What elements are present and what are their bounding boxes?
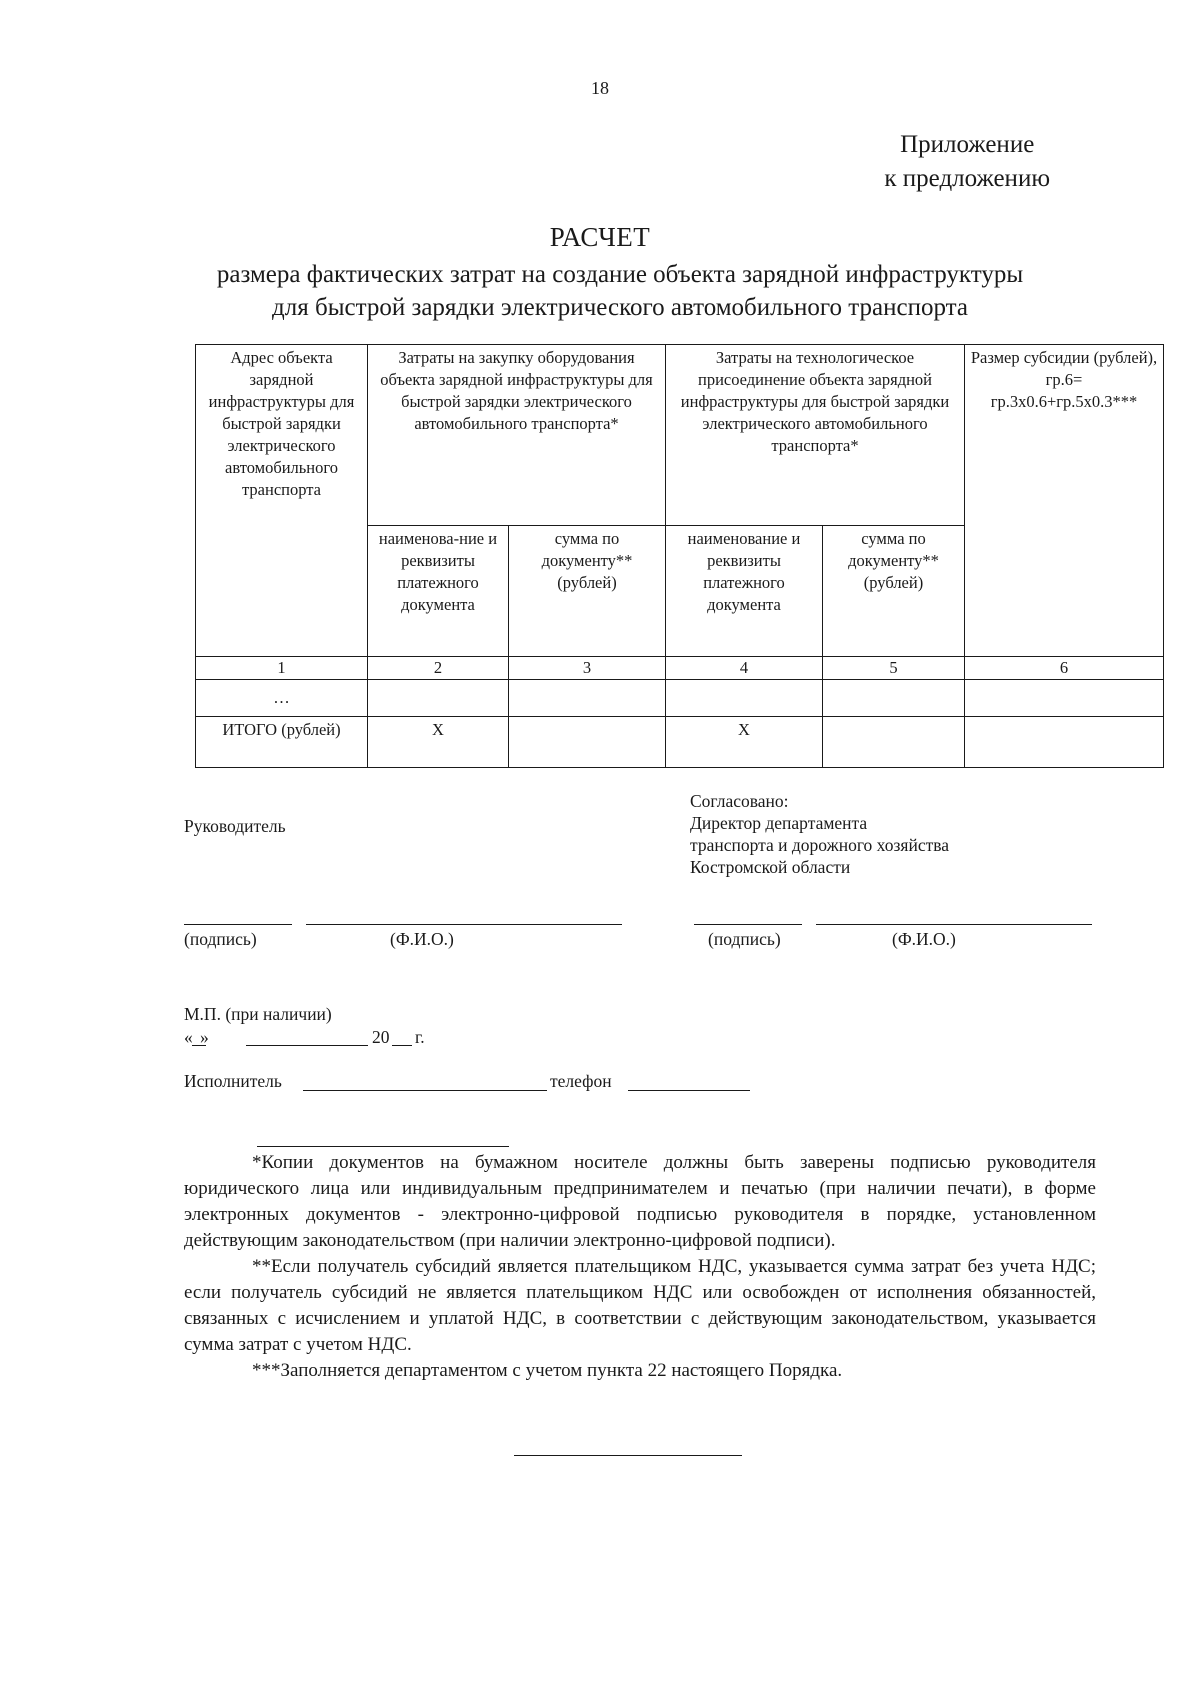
- date-day-line: [192, 1045, 206, 1046]
- table-row: [196, 680, 1164, 717]
- page-number: 18: [591, 78, 609, 98]
- total-cell: Х: [368, 717, 509, 768]
- executor-label: Исполнитель: [184, 1071, 282, 1091]
- total-cell: [965, 717, 1164, 768]
- agreed-label: Согласовано:: [690, 791, 789, 811]
- footnote-2: **Если получатель субсидий является плательщиком НДС, указывается сумма затрат без учета НДС; если получатель субсидий не является плательщиком НДС или освобожден от исполнения обязанностей, связанных с исчислением и уплатой НДС, в соответствии с действующим законодательством, указывается сумма затрат с учетом НДС.: [184, 1256, 1096, 1355]
- date-quote-close: »: [200, 1027, 209, 1047]
- header-equipment-costs: Затраты на закупку оборудования объекта зарядной инфраструктуры для быстрой зарядки электрического автомобильного транспорта*: [368, 345, 666, 526]
- table-total-row: [196, 717, 1164, 768]
- document-subtitle: [150, 258, 1090, 324]
- footnote-3: ***Заполняется департаментом с учетом пункта 22 настоящего Порядка.: [252, 1360, 843, 1381]
- phone-line: [628, 1090, 750, 1091]
- table-cell: [368, 680, 509, 717]
- total-cell: [823, 717, 965, 768]
- column-number: 5: [823, 657, 965, 680]
- date-quote-open: «: [184, 1027, 193, 1047]
- subheader-connection-sum: сумма по документу** (рублей): [823, 526, 965, 657]
- executor-line: [303, 1090, 547, 1091]
- column-number: 2: [368, 657, 509, 680]
- subheader-equipment-sum: сумма по документу** (рублей): [509, 526, 666, 657]
- director-title-line-2: транспорта и дорожного хозяйства: [690, 835, 950, 855]
- subtitle-line-2: для быстрой зарядки электрического автомобильного транспорта: [272, 294, 968, 321]
- table-header-row: [196, 345, 1164, 526]
- signature-line: [184, 924, 292, 925]
- footnote-separator: [257, 1146, 509, 1147]
- fio-line: [306, 924, 622, 925]
- appendix-note: [884, 128, 1050, 196]
- right-signature-label: (подпись): [708, 929, 781, 949]
- column-number: 3: [509, 657, 666, 680]
- subtitle-line-1: размера фактических затрат на создание объекта зарядной инфраструктуры: [216, 261, 1024, 288]
- table-cell: [666, 680, 823, 717]
- table-cell: [965, 680, 1164, 717]
- table-column-numbers-row: [196, 657, 1164, 680]
- date-year-line: [392, 1045, 412, 1046]
- total-label: ИТОГО (рублей): [196, 717, 368, 768]
- total-cell: [509, 717, 666, 768]
- date-month-line: [246, 1045, 368, 1046]
- right-fio-label: (Ф.И.О.): [892, 929, 956, 949]
- footnotes: [184, 1150, 1096, 1384]
- subheader-connection-document: наименование и реквизиты платежного документа: [666, 526, 823, 657]
- table-cell: …: [196, 680, 368, 717]
- column-number: 4: [666, 657, 823, 680]
- table-cell: [509, 680, 666, 717]
- head-title: Руководитель: [184, 816, 286, 836]
- date-suffix: г.: [415, 1027, 425, 1047]
- footnote-1: *Копии документов на бумажном носителе должны быть заверены подписью руководителя юридического лица или индивидуальным предпринимателем и печатью (при наличии печати), в форме электронных документов - электронно-цифровой подписью руководителя в порядке, установленном действующим законодательством (при наличии электронно-цифровой подписи).: [184, 1152, 1096, 1251]
- document-title: РАСЧЕТ: [549, 222, 651, 252]
- date-year: 20: [372, 1027, 390, 1047]
- fio-line: [816, 924, 1092, 925]
- end-separator: [514, 1455, 742, 1456]
- table-cell: [823, 680, 965, 717]
- subheader-equipment-document: наименова-ние и реквизиты платежного документа: [368, 526, 509, 657]
- signature-line: [694, 924, 802, 925]
- total-cell: Х: [666, 717, 823, 768]
- calculation-table: [195, 344, 1164, 768]
- director-title-line-3: Костромской области: [690, 857, 851, 877]
- left-signature-label: (подпись): [184, 929, 257, 949]
- left-fio-label: (Ф.И.О.): [390, 929, 454, 949]
- header-subsidy: Размер субсидии (рублей), гр.6= гр.3х0.6+гр.5х0.3***: [965, 345, 1164, 657]
- stamp-label: М.П. (при наличии): [184, 1004, 332, 1024]
- column-number: 6: [965, 657, 1164, 680]
- column-number: 1: [196, 657, 368, 680]
- appendix-line-1: Приложение: [900, 131, 1035, 158]
- director-title-line-1: Директор департамента: [690, 813, 868, 833]
- date-field: [184, 1026, 444, 1050]
- appendix-line-2: к предложению: [884, 165, 1050, 192]
- header-address: Адрес объекта зарядной инфраструктуры для быстрой зарядки электрического автомобильного транспорта: [196, 345, 368, 657]
- phone-label: телефон: [550, 1071, 612, 1091]
- agreed-block: [690, 790, 949, 878]
- header-connection-costs: Затраты на технологическое присоединение объекта зарядной инфраструктуры для быстрой зарядки электрического автомобильного транспорта*: [666, 345, 965, 526]
